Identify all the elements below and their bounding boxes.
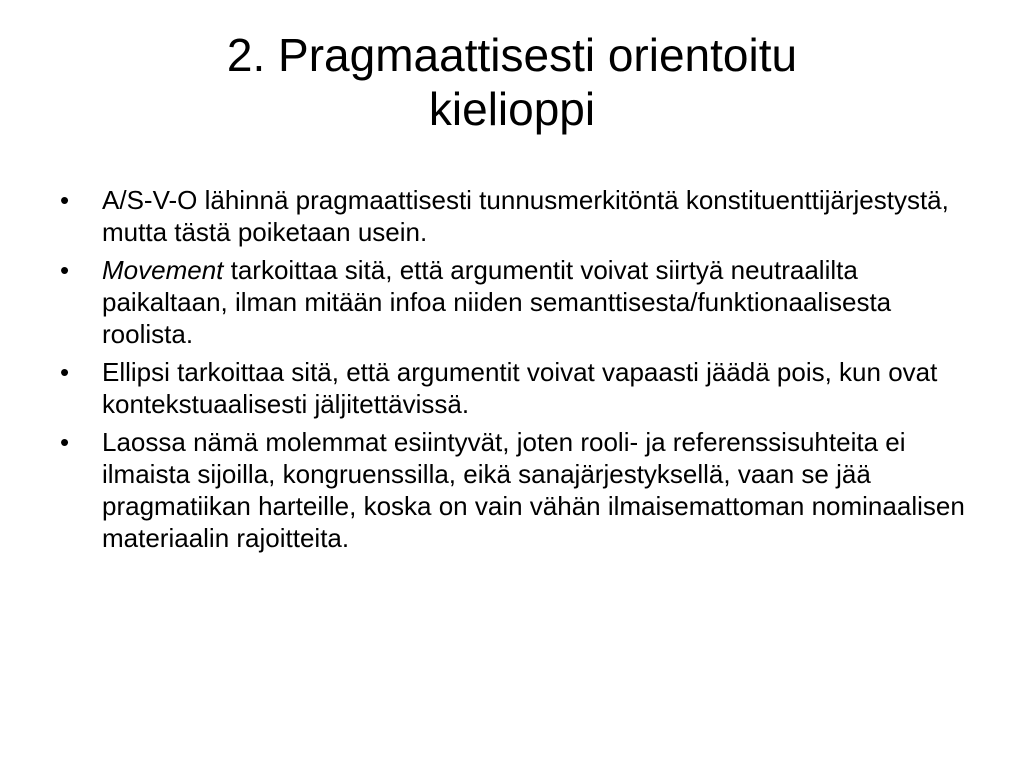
bullet-dot-icon: • [60,357,70,387]
bullet-item-3 [58,356,968,420]
bullet-text: A/S-V-O lähinnä pragmaattisesti tunnusmerkitöntä konstituenttijärjestystä, mutta tästä poiketaan usein. [102,185,949,247]
bullet-item-1 [58,184,968,248]
bullet-item-2 [58,254,968,350]
bullet-text: tarkoittaa sitä, että argumentit voivat siirtyä neutraalilta paikaltaan, ilman mitään infoa niiden semanttisesta/funktionaalisesta roolista. [102,255,892,349]
slide-title [60,28,964,136]
bullet-item-4 [58,426,968,554]
bullet-text: Laossa nämä molemmat esiintyvät, joten rooli- ja referenssisuhteita ei ilmaista sijoilla, kongruenssilla, eikä sanajärjestyksellä, vaan se jää pragmatiikan harteille, koska on vain vähän ilmaisemattoman nominaalisen materiaalin rajoitteita. [102,427,965,553]
slide-title-line-1: 2. Pragmaattisesti orientoitu [226,29,798,81]
bullet-text: Ellipsi tarkoittaa sitä, että argumentit voivat vapaasti jäädä pois, kun ovat kontekstuaalisesti jäljitettävissä. [102,357,938,419]
bullet-dot-icon: • [60,255,70,285]
bullet-list [58,184,968,560]
bullet-dot-icon: • [60,185,70,215]
slide-title-line-2: kielioppi [428,83,596,135]
bullet-dot-icon: • [60,427,70,457]
bullet-italic-term: Movement [102,255,224,285]
